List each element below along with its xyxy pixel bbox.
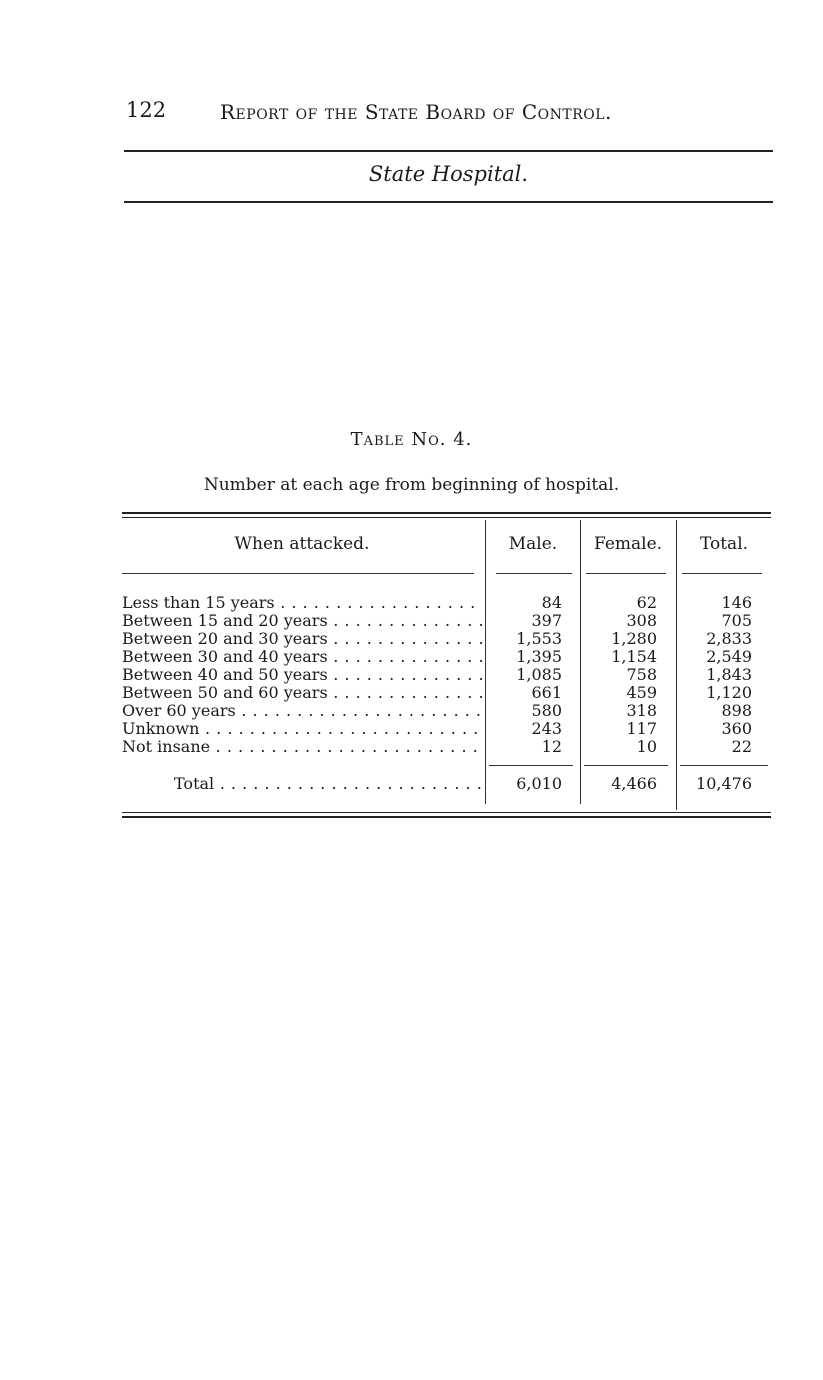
female-value: 308	[626, 611, 657, 630]
table-caption: Table No. 4.	[350, 429, 473, 450]
female-value: 62	[636, 593, 657, 612]
total-value: 705	[721, 611, 752, 630]
row-label: Between 15 and 20 years . . .	[122, 612, 482, 630]
row-label: Less than 15 years . . .	[122, 594, 482, 612]
female-value: 10	[636, 737, 657, 756]
male-value: 661	[531, 683, 562, 702]
table-top-rule	[122, 512, 771, 518]
female-value: 459	[626, 683, 657, 702]
male-value: 1,085	[516, 665, 562, 684]
table-subtitle: Number at each age from beginning of hospital.	[203, 475, 620, 495]
total-underline	[489, 765, 573, 766]
grand-total-value: 10,476	[696, 774, 752, 793]
total-value: 2,549	[706, 647, 752, 666]
row-label: Between 20 and 30 years . . .	[122, 630, 482, 648]
total-underline	[680, 765, 768, 766]
male-value: 12	[541, 737, 562, 756]
female-value: 758	[626, 665, 657, 684]
row-label: Not insane . . .	[122, 738, 482, 756]
page-number: 122	[126, 98, 167, 122]
total-value: 898	[721, 701, 752, 720]
male-total-value: 6,010	[516, 774, 562, 793]
female-total-value: 4,466	[611, 774, 657, 793]
male-value: 1,395	[516, 647, 562, 666]
column-header-when-attacked: When attacked.	[234, 534, 370, 554]
total-value: 1,120	[706, 683, 752, 702]
total-value: 22	[731, 737, 752, 756]
section-title: State Hospital.	[368, 162, 529, 186]
row-label: Unknown . . .	[122, 720, 482, 738]
male-value: 397	[531, 611, 562, 630]
table-bottom-rule	[122, 812, 771, 818]
column-header-total: Total.	[699, 534, 749, 554]
female-value: 318	[626, 701, 657, 720]
header-rule-bottom	[124, 201, 773, 203]
male-value: 1,553	[516, 629, 562, 648]
header-rule-top	[124, 150, 773, 152]
female-value: 1,154	[611, 647, 657, 666]
header-underline	[122, 573, 474, 574]
total-value: 2,833	[706, 629, 752, 648]
column-header-female: Female.	[593, 534, 663, 554]
header-underline	[586, 573, 666, 574]
total-value: 146	[721, 593, 752, 612]
total-row-label: Total . . .	[174, 775, 482, 793]
female-value: 117	[626, 719, 657, 738]
total-underline	[584, 765, 668, 766]
row-label: Between 50 and 60 years . . .	[122, 684, 482, 702]
row-label: Between 40 and 50 years . . .	[122, 666, 482, 684]
running-title: Report of the State Board of Control.	[220, 100, 612, 124]
male-value: 84	[541, 593, 562, 612]
total-value: 1,843	[706, 665, 752, 684]
female-value: 1,280	[611, 629, 657, 648]
row-label: Between 30 and 40 years . . .	[122, 648, 482, 666]
total-value: 360	[721, 719, 752, 738]
row-label: Over 60 years . . .	[122, 702, 482, 720]
header-underline	[682, 573, 762, 574]
male-value: 243	[531, 719, 562, 738]
male-value: 580	[531, 701, 562, 720]
header-underline	[496, 573, 572, 574]
column-header-male: Male.	[508, 534, 558, 554]
